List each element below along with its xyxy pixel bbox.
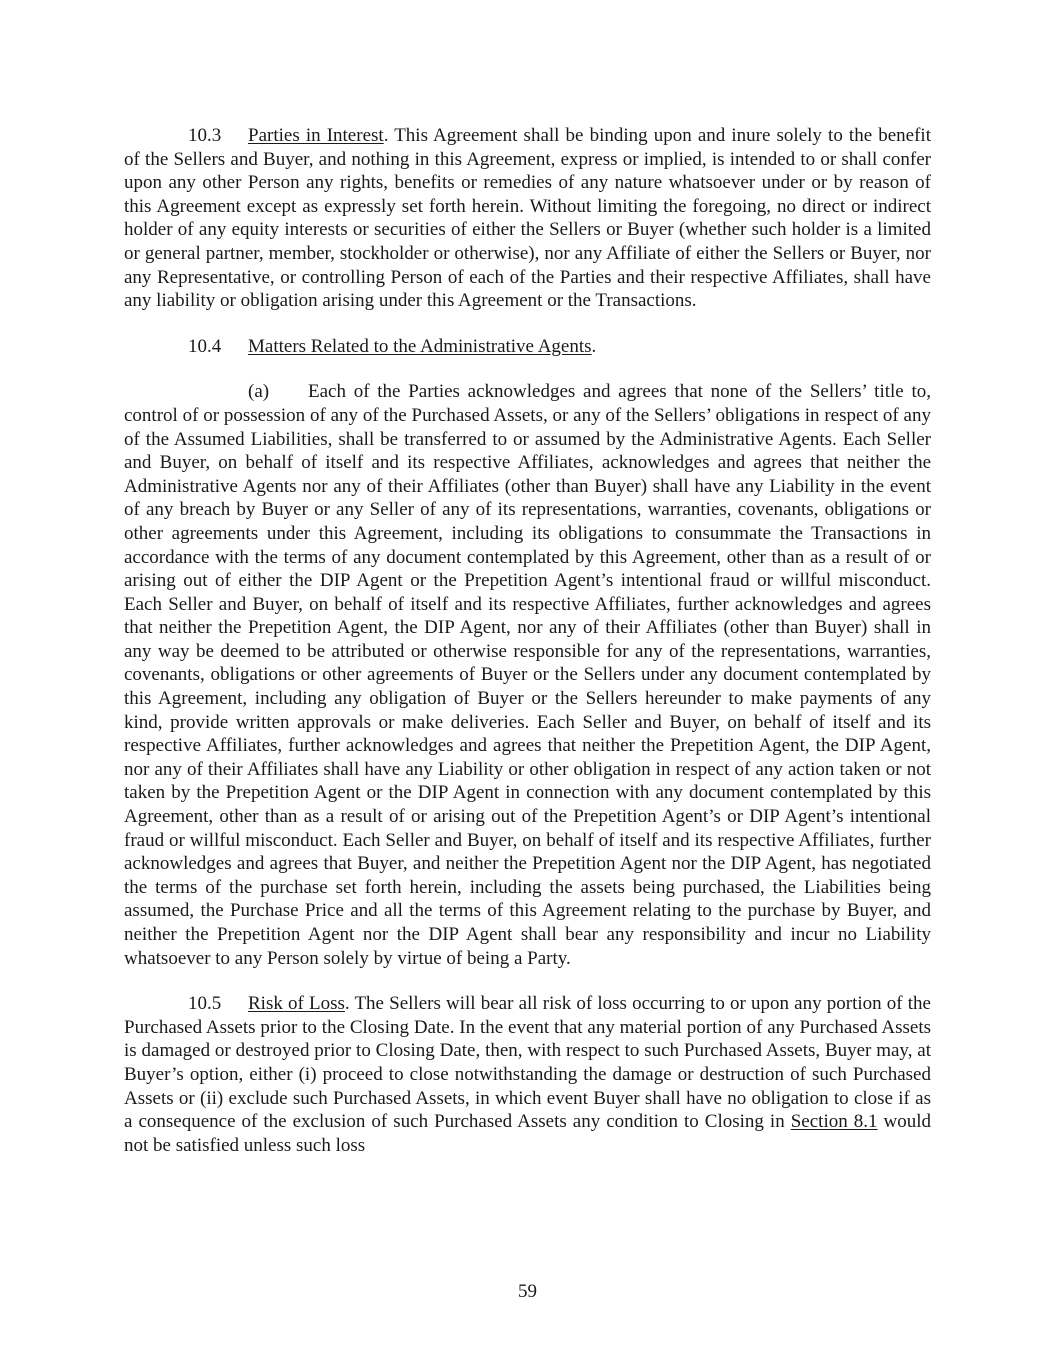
document-page — [124, 124, 931, 1157]
section-number: 10.3 — [188, 125, 222, 146]
subsection-text: Each of the Parties acknowledges and agrees that none of the Sellers’ title to, control of or possession of any of the Purchased Assets, or any of the Sellers’ obligations in respect of any of the Assumed Liabilities, shall be transferred to or assumed by the Administrative Agents. Each Seller and Buyer, on behalf of itself and its respective Affiliates, acknowledges and agrees that neither the Administrative Agents nor any of their Affiliates (other than Buyer) shall have any Liability in the event of any breach by Buyer or any Seller of any of its representations, warranties, covenants, obligations or other agreements under this Agreement, including its obligations to consummate the Transactions in accordance with the terms of any document contemplated by this Agreement, other than as a result of or arising out of either the DIP Agent or the Prepetition Agent’s intentional fraud or willful misconduct. Each Seller and Buyer, on behalf of itself and its respective Affiliates, further acknowledges and agrees that neither the Prepetition Agent, the DIP Agent, nor any of their Affiliates (other than Buyer) shall in any way be deemed to be attributed or otherwise responsible for any of the representations, warranties, covenants, obligations or other agreements of Buyer or the Sellers under any document contemplated by this Agreement, including any obligation of Buyer or the Sellers hereunder to make payments of any kind, provide written approvals or make deliveries. Each Seller and Buyer, on behalf of itself and its respective Affiliates, further acknowledges and agrees that neither the Prepetition Agent, the DIP Agent, nor any of their Affiliates shall have any Liability or other obligation in respect of any action taken or not taken by the Prepetition Agent or the DIP Agent in connection with any document contemplated by this Agreement, other than as a result of or arising out of the Prepetition Agent’s or DIP Agent’s intentional fraud or willful misconduct. Each Seller and Buyer, on behalf of itself and its respective Affiliates, further acknowledges and agrees that Buyer, and neither the Prepetition Agent nor the DIP Agent, has negotiated the terms of the purchase set forth herein, including the assets being purchased, the Liabilities being assumed, the Purchase Price and all the terms of this Agreement relating to the purchase by Buyer, and neither the Prepetition Agent nor the DIP Agent shall bear any responsibility and incur no Liability whatsoever to any Person solely by virtue of being a Party. — [124, 381, 931, 969]
section-number: 10.5 — [188, 993, 222, 1015]
section-10-5 — [124, 992, 931, 1157]
section-number: 10.4 — [188, 335, 222, 357]
heading-suffix: . — [591, 335, 597, 357]
section-8-1-link[interactable]: Section 8.1 — [790, 1111, 878, 1133]
heading-suffix: . — [344, 993, 350, 1015]
section-heading: Risk of Loss — [248, 993, 345, 1015]
section-text: This Agreement shall be binding upon and inure solely to the benefit of the Sellers and Buyer, and nothing in this Agreement, express or implied, is intended to or shall confer upon any other Person any rights, benefits or remedies of any nature whatsoever under or by reason of this Agreement except as expressly set forth herein. Without limiting the foregoing, no direct or indirect holder of any equity interests or securities of either the Sellers or Buyer (whether such holder is a limited or general partner, member, stockholder or otherwise), nor any Affiliate of either the Sellers or Buyer, nor any Representative, or controlling Person of each of the Parties and their respective Affiliates, shall have any liability or obligation arising under this Agreement or the Transactions. — [124, 125, 931, 312]
section-text: The Sellers will bear all risk of loss occurring to or upon any portion of the Purchased Assets prior to the Closing Date. In the event that any material portion of any Purchased Assets is damaged or destroyed prior to Closing Date, then, with respect to such Purchased Assets, Buyer may, at Buyer’s option, either (i) proceed to close notwithstanding the damage or destruction of such Purchased Assets or (ii) exclude such Purchased Assets, in which event Buyer shall have no obligation to close if as a consequence of the exclusion of such Purchased Assets any condition to Closing in — [124, 993, 931, 1133]
section-10-3 — [124, 124, 931, 313]
section-10-4 — [124, 335, 931, 359]
subsection-10-4-a — [124, 380, 931, 970]
section-heading: Parties in Interest — [248, 125, 384, 146]
section-text-after: would not be satisfied unless such loss — [124, 1111, 932, 1156]
section-heading: Matters Related to the Administrative Agents — [248, 335, 592, 357]
subsection-label: (a) — [248, 381, 270, 403]
heading-suffix: . — [383, 125, 389, 146]
page-number: 59 — [518, 1281, 537, 1302]
